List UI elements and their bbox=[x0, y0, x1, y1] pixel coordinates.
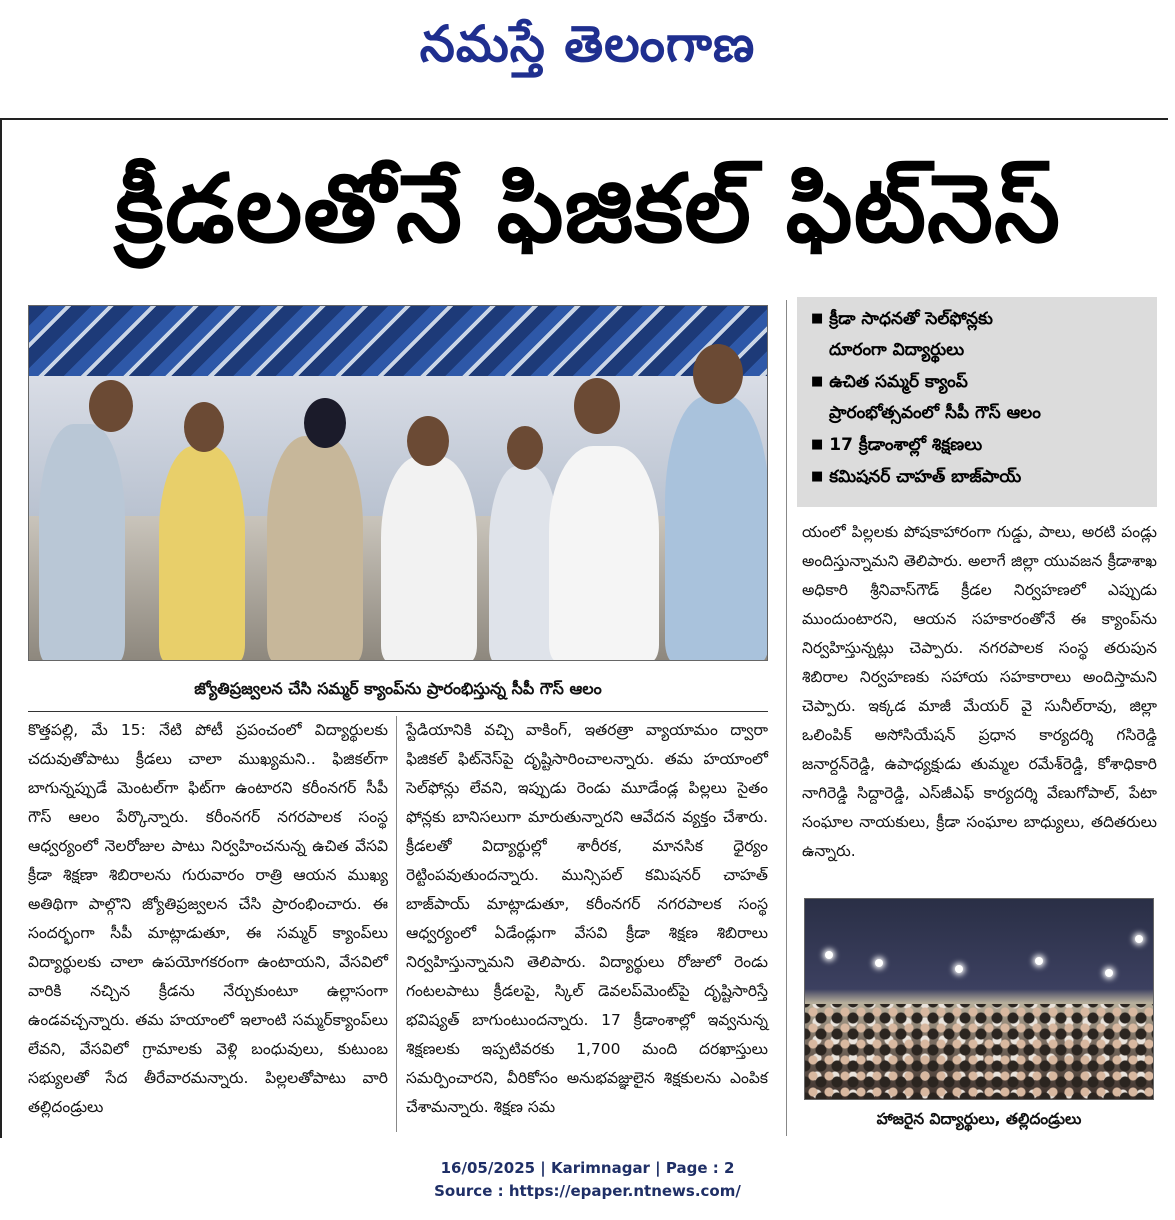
floodlight bbox=[875, 959, 883, 967]
highlight-text: దూరంగా విద్యార్థులు bbox=[829, 340, 965, 360]
highlight-text: ఉచిత సమ్మర్ క్యాంప్ bbox=[829, 372, 968, 392]
crowd-photo-caption: హాజరైన విద్యార్థులు, తల్లిదండ్రులు bbox=[876, 1110, 1082, 1128]
person-head bbox=[89, 380, 133, 432]
person-figure bbox=[549, 446, 659, 661]
floodlight bbox=[1135, 935, 1143, 943]
article-column-1: కొత్తపల్లి, మే 15: నేటి పోటీ ప్రపంచంలో విద్యార్థులకు చదువుతోపాటు క్రీడలు చాలా ముఖ్యమని.. ఫిజికల్‌గా బాగున్నప్పుడే మెంటల్‌గా ఫిట్‌గా ఉంటారని కరీంనగర్ సీపీ గౌస్ ఆలం పేర్కొన్నారు. కరీంనగర్ నగరపాలక సంస్థ ఆధ్వర్యంలో నెలరోజుల పాటు నిర్వహించనున్న ఉచిత వేసవి క్రీడా శిక్షణా శిబిరాలను గురువారం రాత్రి ఆయన ముఖ్య అతిథిగా పాల్గొని జ్యోతిప్రజ్వలన చేసి ప్రారంభించారు. ఈ సందర్భంగా సీపీ మాట్లాడుతూ, ఈ సమ్మర్ క్యాంప్‌లు విద్యార్థులకు చాలా ఉపయోగకరంగా ఉంటాయని, వేసవిలో వారికి నచ్చిన క్రీడను నేర్చుకుంటూ ఉల్లాసంగా ఉండవచ్చన్నారు. తమ హయాంలో ఇలాంటి సమ్మర్‌క్యాంప్‌లు లేవని, వేసవిలో గ్రామాలకు వెళ్లి బంధువులు, కుటుంబ సభ్యులతో సేద తీరేవారమన్నారు. పిల్లలతోపాటు వారి తల్లిదండ్రులు bbox=[28, 721, 388, 1116]
person-head bbox=[574, 378, 620, 434]
photo-caption: జ్యోతిప్రజ్వలన చేసి సమ్మర్ క్యాంప్‌ను ప్రారంభిస్తున్న సీపీ గౌస్ ఆలం bbox=[28, 666, 768, 712]
highlight-item bbox=[811, 429, 1147, 461]
person-head bbox=[693, 344, 743, 404]
highlight-item bbox=[811, 303, 1147, 335]
person-figure bbox=[159, 446, 245, 661]
highlight-item bbox=[811, 366, 1147, 398]
footer-edition-info: 16/05/2025 | Karimnagar | Page : 2 bbox=[440, 1159, 735, 1177]
person-head bbox=[507, 426, 543, 470]
floodlight bbox=[955, 965, 963, 973]
highlight-item-continued bbox=[811, 335, 1147, 366]
person-head bbox=[184, 402, 224, 452]
crowd-audience bbox=[805, 1004, 1154, 1100]
person-head bbox=[304, 398, 346, 448]
person-head bbox=[407, 416, 449, 466]
person-figure bbox=[665, 396, 768, 661]
highlight-text: క్రీడా సాధనతో సెల్‌ఫోన్లకు bbox=[829, 309, 993, 329]
lamp-lighting-photo bbox=[28, 305, 768, 661]
bullet-icon: ■ bbox=[811, 469, 824, 484]
bullet-icon: ■ bbox=[811, 311, 824, 326]
floodlight bbox=[1035, 957, 1043, 965]
article-column-2: స్టేడియానికి వచ్చి వాకింగ్, ఇతరత్రా వ్యాయామం ద్వారా ఫిజికల్ ఫిట్‌నెస్‌పై దృష్టిసారించాలన్నారు. తమ హయాంలో సెల్‌ఫోన్లు లేవని, ఇప్పుడు రెండు మూడేండ్ల పిల్లలు సైతం ఫోన్లకు బానిసలుగా మారుతున్నారని ఆవేదన వ్యక్తం చేశారు. క్రీడలతో విద్యార్థుల్లో శారీరక, మానసిక ధైర్యం రెట్టింపవుతుందన్నారు. మున్సిపల్ కమిషనర్ చాహత్ బాజ్‌పాయ్ మాట్లాడుతూ, కరీంనగర్ నగరపాలక సంస్థ ఆధ్వర్యంలో ఏడేండ్లుగా వేసవి క్రీడా శిక్షణ శిబిరాలు నిర్వహిస్తున్నామని తెలిపారు. విద్యార్థులు రోజులో రెండు గంటలపాటు క్రీడలపై, స్కిల్ డెవలప్‌మెంట్‌పై దృష్టిసారిస్తే భవిష్యత్ బాగుంటుందన్నారు. 17 క్రీడాంశాల్లో ఇవ్వనున్న శిక్షణలకు ఇప్పటివరకు 1,700 మంది దరఖాస్తులు సమర్పించారని, వీరికోసం అనుభవజ్ఞులైన శిక్షకులను ఎంపిక చేశామన్నారు. శిక్షణ సమ bbox=[406, 721, 768, 1116]
floodlight bbox=[1105, 969, 1113, 977]
column-divider bbox=[786, 300, 787, 1136]
article-column-3: యంలో పిల్లలకు పోషకాహారంగా గుడ్డు, పాలు, అరటి పండ్లు అందిస్తున్నామని తెలిపారు. అలాగే జిల్లా యువజన క్రీడాశాఖ అధికారి శ్రీనివాస్‌గౌడ్ క్రీడల నిర్వహణలో ఎప్పుడు ముందుంటారని, ఆయన సహకారంతోనే ఈ క్యాంప్‌ను నిర్వహిస్తున్నట్లు చెప్పారు. నగరపాలక సంస్థ తరుపున శిబిరాల నిర్వహణకు సహాయ సహకారాలు అందిస్తామని చెప్పారు. ఇక్కడ మాజీ మేయర్ వై సునీల్‌రావు, జిల్లా ఒలింపిక్ అసోసియేషన్ ప్రధాన కార్యదర్శి గసిరెడ్డి జనార్దన్‌రెడ్డి, ఉపాధ్యక్షుడు తుమ్మల రమేశ్‌రెడ్డి, కోశాధికారి నాగిరెడ్డి సిద్దారెడ్డి, ఎస్‌జీఎఫ్ కార్యదర్శి వేణుగోపాల్, పేటా సంఘాల నాయకులు, క్రీడా సంఘాల బాధ్యులు, తదితరులు ఉన్నారు. bbox=[802, 523, 1157, 860]
highlight-text: 17 క్రీడాంశాల్లో శిక్షణలు bbox=[829, 435, 983, 455]
person-figure bbox=[381, 456, 477, 661]
highlight-item-continued bbox=[811, 398, 1147, 429]
newspaper-masthead: నమస్తే తెలంగాణ bbox=[419, 14, 756, 73]
highlight-item bbox=[811, 461, 1147, 493]
person-figure bbox=[267, 436, 363, 661]
highlights-box bbox=[797, 297, 1157, 507]
article-headline: క్రీడలతోనే ఫిజికల్ ఫిట్‌నెస్ bbox=[114, 155, 1062, 264]
footer-source-link[interactable]: Source : https://epaper.ntnews.com/ bbox=[434, 1182, 741, 1200]
column-divider bbox=[396, 716, 397, 1132]
highlight-text: కమిషనర్ చాహత్ బాజ్‌పాయ్ bbox=[829, 467, 1022, 487]
photo-roof bbox=[29, 306, 768, 376]
bullet-icon: ■ bbox=[811, 437, 824, 452]
person-figure bbox=[39, 424, 125, 661]
highlight-text: ప్రారంభోత్సవంలో సీపీ గౌస్ ఆలం bbox=[829, 403, 1041, 423]
floodlight bbox=[825, 951, 833, 959]
bullet-icon: ■ bbox=[811, 374, 824, 389]
crowd-photo bbox=[804, 898, 1154, 1100]
